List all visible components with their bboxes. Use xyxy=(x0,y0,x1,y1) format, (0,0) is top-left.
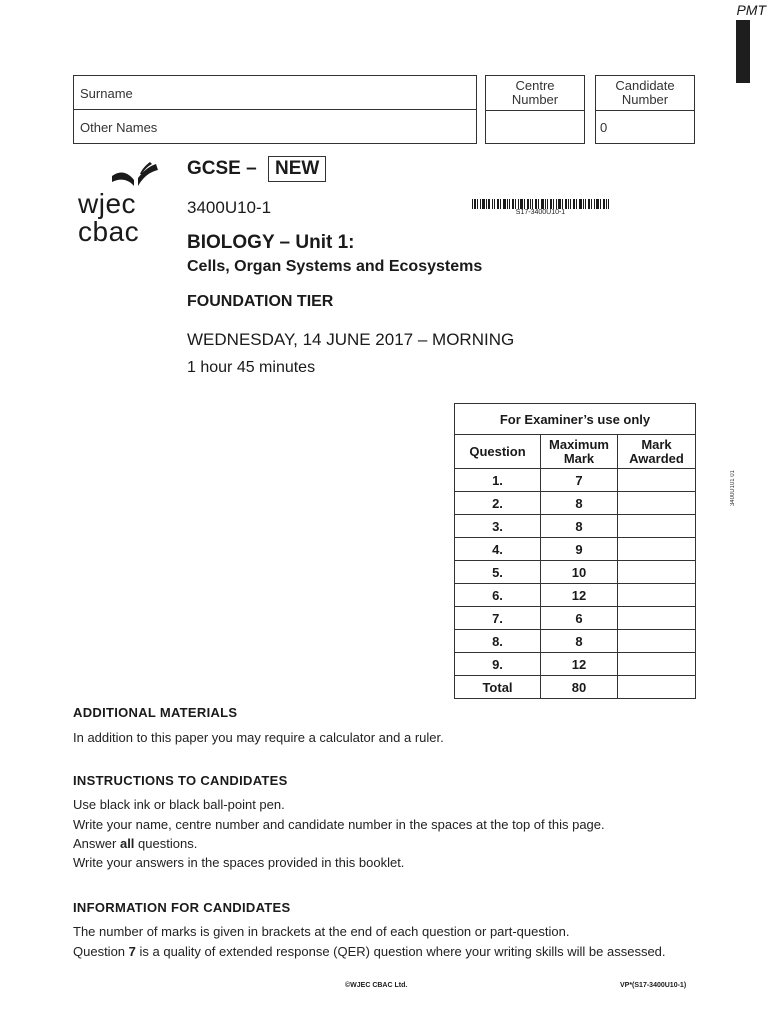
question-number: 8. xyxy=(455,630,541,653)
question-number: 7. xyxy=(455,607,541,630)
other-names-field[interactable] xyxy=(74,110,476,144)
candidate-number-field[interactable] xyxy=(595,75,695,144)
information-line: Question 7 is a quality of extended response (QER) question where your writing skills will be assessed. xyxy=(73,944,666,959)
exam-duration: 1 hour 45 minutes xyxy=(187,359,316,376)
candidate-number-label: Candidate Number xyxy=(596,76,694,111)
additional-materials-title: ADDITIONAL MATERIALS xyxy=(73,705,238,720)
table-row xyxy=(455,469,696,492)
question-number: 9. xyxy=(455,653,541,676)
maximum-mark: 7 xyxy=(541,469,618,492)
table-row xyxy=(455,584,696,607)
question-number: 4. xyxy=(455,538,541,561)
barcode xyxy=(472,199,609,209)
mark-awarded-cell[interactable] xyxy=(618,538,696,561)
maximum-mark: 8 xyxy=(541,492,618,515)
mark-awarded-cell[interactable] xyxy=(618,630,696,653)
col-header-question: Question xyxy=(455,435,541,469)
table-row xyxy=(455,630,696,653)
subject-title: BIOLOGY – Unit 1: xyxy=(187,232,355,253)
open-book-icon xyxy=(110,162,160,188)
maximum-mark: 9 xyxy=(541,538,618,561)
maximum-mark: 12 xyxy=(541,584,618,607)
surname-field[interactable] xyxy=(74,76,476,110)
side-code: 3400U101 01 xyxy=(730,470,736,507)
centre-number-label: Centre Number xyxy=(486,76,584,111)
table-row xyxy=(455,515,696,538)
tier-label: FOUNDATION TIER xyxy=(187,293,334,310)
mark-awarded-cell[interactable] xyxy=(618,653,696,676)
copyright: ©WJEC CBAC Ltd. xyxy=(345,982,408,989)
examiner-table-caption: For Examiner’s use only xyxy=(455,404,696,435)
paper-code: 3400U10-1 xyxy=(187,198,272,217)
logo-wjec: wjec xyxy=(78,188,137,219)
question-number: 2. xyxy=(455,492,541,515)
question-number: 6. xyxy=(455,584,541,607)
question-number: 3. xyxy=(455,515,541,538)
qualification-title: GCSE – xyxy=(187,158,257,179)
table-row xyxy=(455,653,696,676)
pmt-marker: PMT xyxy=(736,2,766,18)
total-awarded-cell[interactable] xyxy=(618,676,696,699)
examiner-marks-table xyxy=(454,403,696,699)
instructions-title: INSTRUCTIONS TO CANDIDATES xyxy=(73,773,288,788)
mark-awarded-cell[interactable] xyxy=(618,469,696,492)
table-row xyxy=(455,492,696,515)
mark-awarded-cell[interactable] xyxy=(618,515,696,538)
maximum-mark: 8 xyxy=(541,630,618,653)
table-row xyxy=(455,607,696,630)
information-line: The number of marks is given in brackets at the end of each question or part-question. xyxy=(73,924,570,939)
mark-awarded-cell[interactable] xyxy=(618,492,696,515)
maximum-mark: 10 xyxy=(541,561,618,584)
instruction-line: Answer all questions. xyxy=(73,836,198,851)
registration-mark xyxy=(736,20,750,83)
maximum-mark: 8 xyxy=(541,515,618,538)
instruction-line: Write your name, centre number and candidate number in the spaces at the top of this page. xyxy=(73,817,605,832)
maximum-mark: 12 xyxy=(541,653,618,676)
instruction-line: Write your answers in the spaces provided in this booklet. xyxy=(73,855,405,870)
mark-awarded-cell[interactable] xyxy=(618,607,696,630)
candidate-name-box xyxy=(73,75,477,144)
total-value: 80 xyxy=(541,676,618,699)
candidate-number-value: 0 xyxy=(600,120,608,135)
col-header-mark-awarded: Mark Awarded xyxy=(618,435,696,469)
new-badge: NEW xyxy=(268,156,326,182)
exam-date: WEDNESDAY, 14 JUNE 2017 – MORNING xyxy=(187,330,515,349)
maximum-mark: 6 xyxy=(541,607,618,630)
additional-materials-text: In addition to this paper you may require a calculator and a ruler. xyxy=(73,730,444,745)
col-header-maximum-mark: Maximum Mark xyxy=(541,435,618,469)
table-row xyxy=(455,561,696,584)
wjec-cbac-logo xyxy=(78,158,170,248)
surname-label: Surname xyxy=(80,86,133,101)
subject-subtitle: Cells, Organ Systems and Ecosystems xyxy=(187,258,483,275)
logo-cbac: cbac xyxy=(78,216,140,247)
table-row xyxy=(455,538,696,561)
vp-code: VP*(S17-3400U10-1) xyxy=(620,982,687,989)
information-title: INFORMATION FOR CANDIDATES xyxy=(73,900,291,915)
mark-awarded-cell[interactable] xyxy=(618,561,696,584)
total-label: Total xyxy=(455,676,541,699)
question-number: 1. xyxy=(455,469,541,492)
centre-number-field[interactable] xyxy=(485,75,585,144)
total-row xyxy=(455,676,696,699)
other-names-label: Other Names xyxy=(80,120,158,135)
question-number: 5. xyxy=(455,561,541,584)
mark-awarded-cell[interactable] xyxy=(618,584,696,607)
barcode-text: S17-3400U10-1 xyxy=(515,209,566,216)
instruction-line: Use black ink or black ball-point pen. xyxy=(73,797,285,812)
